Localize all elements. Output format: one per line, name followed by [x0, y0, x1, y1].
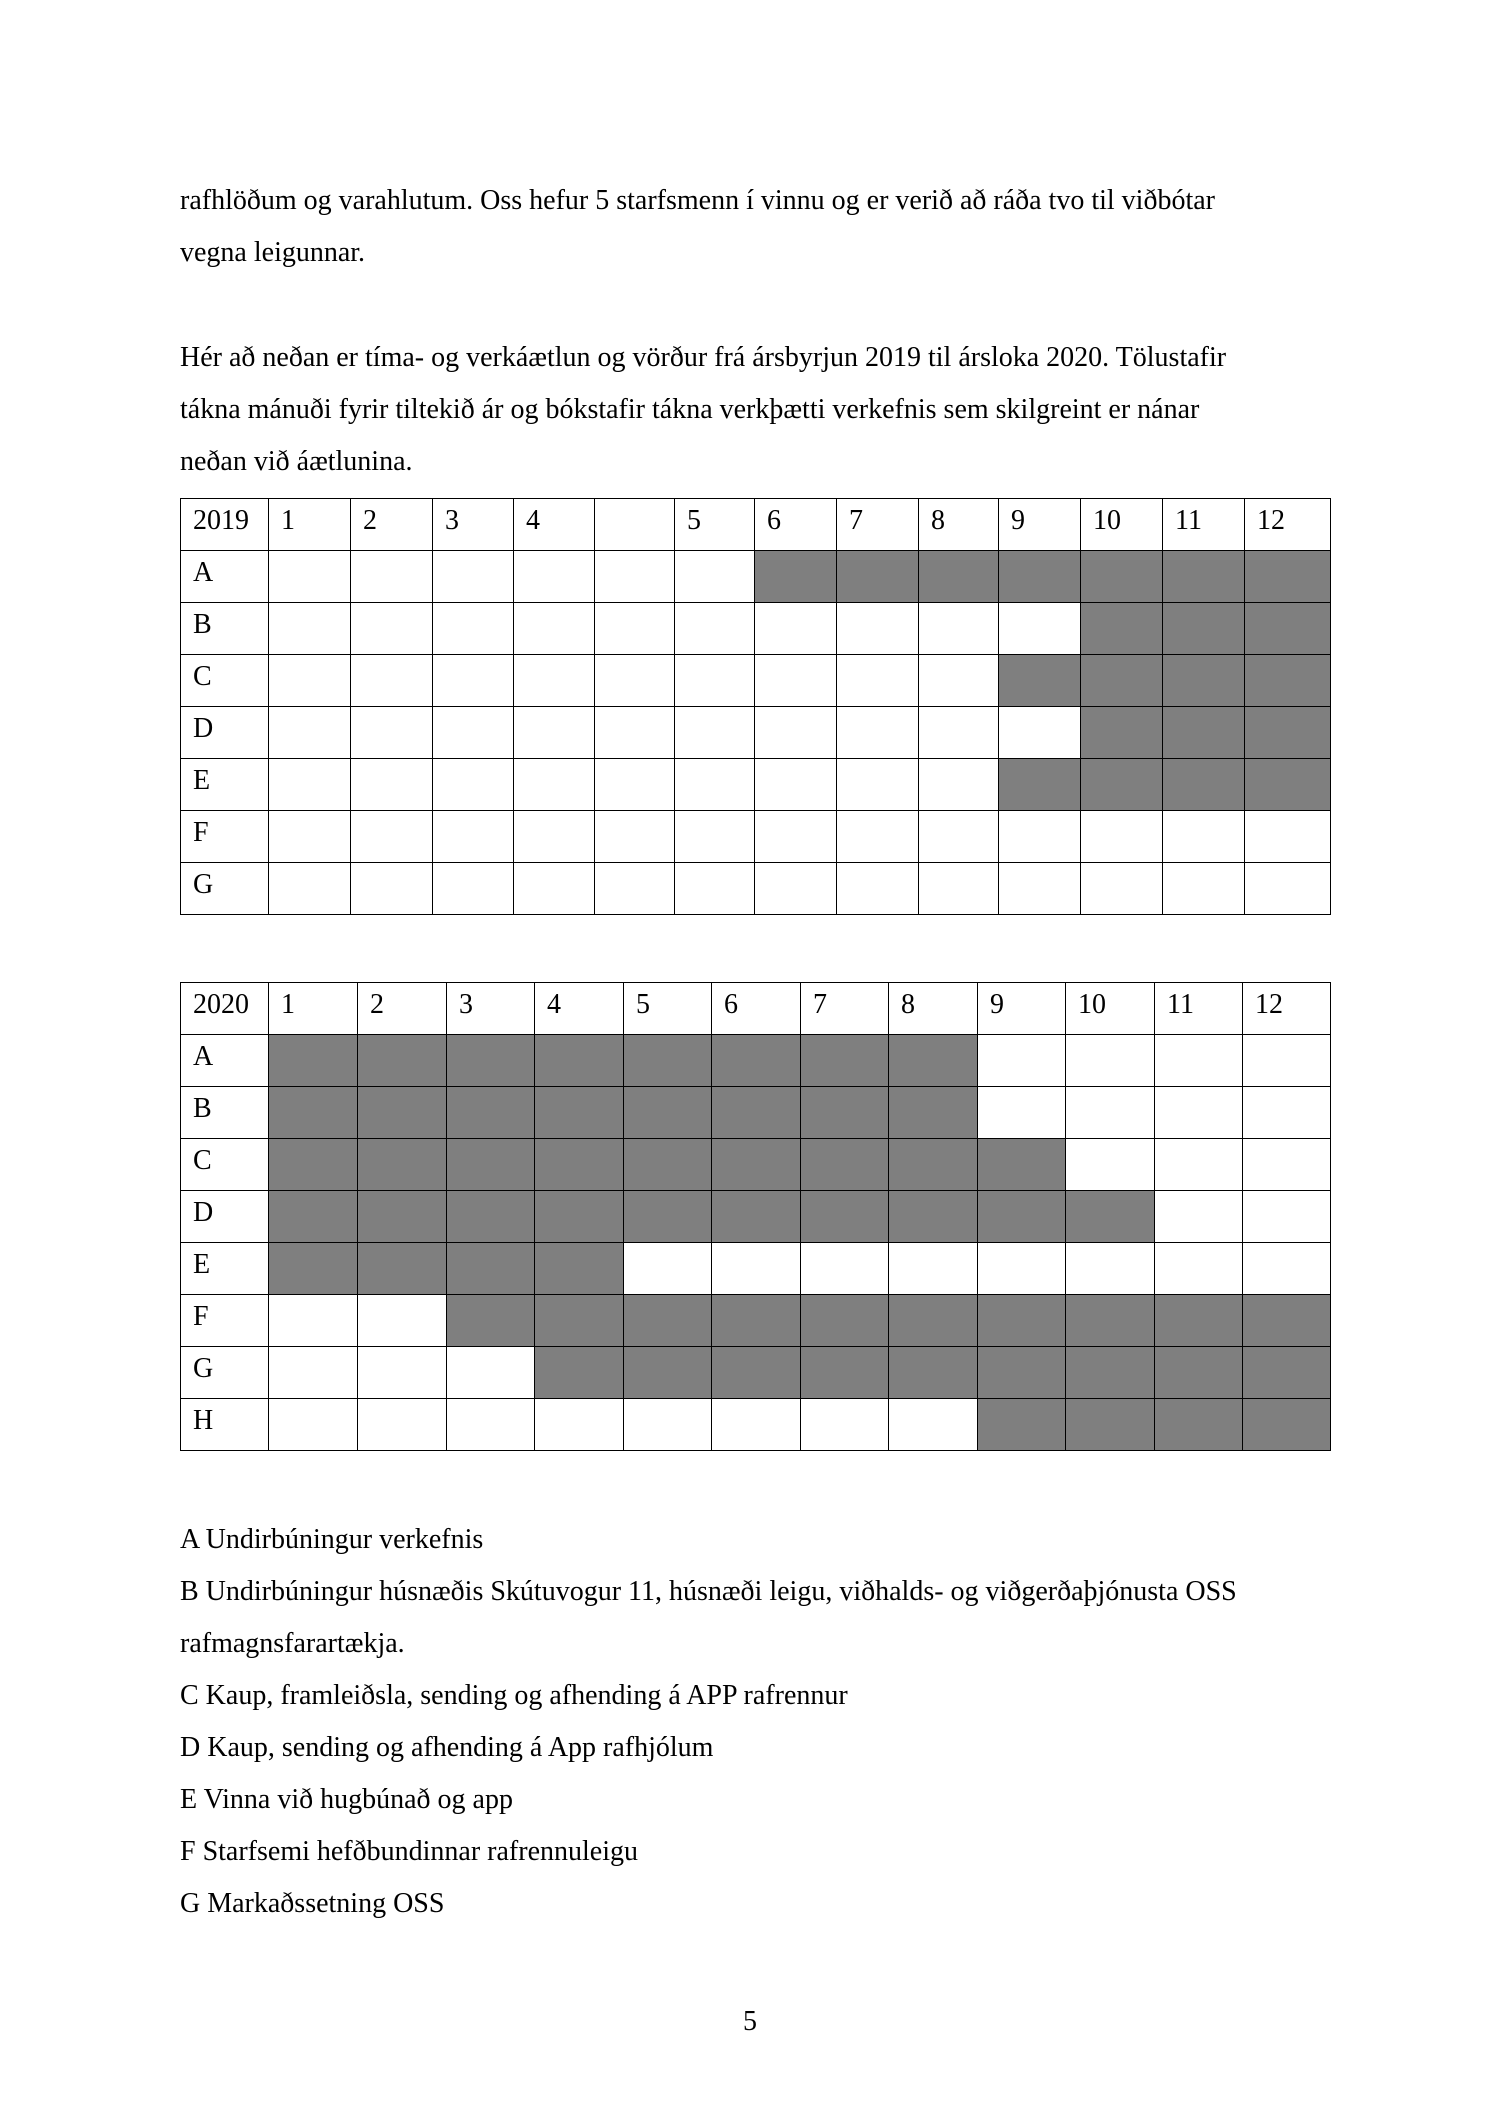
filled-cell	[1245, 603, 1331, 655]
month-header-cell: 12	[1243, 983, 1331, 1035]
empty-cell	[837, 707, 919, 759]
filled-cell	[269, 1087, 358, 1139]
task-row-a	[181, 1035, 1331, 1087]
empty-cell	[514, 603, 595, 655]
filled-cell	[889, 1087, 978, 1139]
empty-cell	[433, 603, 514, 655]
empty-cell	[1155, 1243, 1243, 1295]
task-row-a	[181, 551, 1331, 603]
plan-line-1: Hér að neðan er tíma- og verkáætlun og vörður frá ársbyrjun 2019 til ársloka 2020. Tölustafir	[180, 342, 1227, 373]
filled-cell	[269, 1035, 358, 1087]
filled-cell	[535, 1347, 624, 1399]
filled-cell	[1066, 1295, 1155, 1347]
filled-cell	[1163, 707, 1245, 759]
gantt-table-2020	[180, 982, 1331, 1451]
year-header-cell: 2019	[181, 499, 269, 551]
empty-cell	[269, 1399, 358, 1451]
empty-cell	[919, 863, 999, 915]
filled-cell	[624, 1295, 712, 1347]
filled-cell	[978, 1139, 1066, 1191]
filled-cell	[755, 551, 837, 603]
filled-cell	[535, 1191, 624, 1243]
empty-cell	[919, 811, 999, 863]
filled-cell	[1081, 551, 1163, 603]
filled-cell	[978, 1347, 1066, 1399]
task-row-g	[181, 863, 1331, 915]
filled-cell	[889, 1191, 978, 1243]
filled-cell	[1163, 655, 1245, 707]
empty-cell	[712, 1243, 801, 1295]
empty-cell	[675, 655, 755, 707]
filled-cell	[447, 1191, 535, 1243]
empty-cell	[269, 603, 351, 655]
empty-cell	[889, 1243, 978, 1295]
empty-cell	[978, 1087, 1066, 1139]
task-label-cell: D	[181, 707, 269, 759]
filled-cell	[712, 1035, 801, 1087]
empty-cell	[351, 603, 433, 655]
empty-cell	[1243, 1087, 1331, 1139]
filled-cell	[358, 1191, 447, 1243]
filled-cell	[447, 1035, 535, 1087]
task-label-cell: E	[181, 759, 269, 811]
empty-cell	[433, 811, 514, 863]
filled-cell	[889, 1347, 978, 1399]
filled-cell	[358, 1035, 447, 1087]
month-header-cell: 1	[269, 983, 358, 1035]
empty-cell	[1066, 1243, 1155, 1295]
month-header-cell: 9	[999, 499, 1081, 551]
filled-cell	[999, 551, 1081, 603]
month-header-cell: 5	[675, 499, 755, 551]
filled-cell	[801, 1139, 889, 1191]
filled-cell	[535, 1243, 624, 1295]
filled-cell	[801, 1347, 889, 1399]
filled-cell	[1155, 1347, 1243, 1399]
empty-cell	[999, 811, 1081, 863]
legend-item-c: C Kaup, framleiðsla, sending og afhending á APP rafrennur	[180, 1680, 848, 1711]
empty-cell	[1243, 1243, 1331, 1295]
empty-cell	[889, 1399, 978, 1451]
empty-cell	[999, 863, 1081, 915]
month-header-cell: 5	[624, 983, 712, 1035]
empty-cell	[358, 1347, 447, 1399]
empty-cell	[595, 551, 675, 603]
empty-cell	[433, 707, 514, 759]
filled-cell	[447, 1295, 535, 1347]
filled-cell	[269, 1191, 358, 1243]
filled-cell	[801, 1295, 889, 1347]
empty-cell	[837, 759, 919, 811]
empty-cell	[755, 863, 837, 915]
empty-cell	[978, 1035, 1066, 1087]
filled-cell	[1066, 1191, 1155, 1243]
empty-cell	[351, 551, 433, 603]
plan-line-2: tákna mánuði fyrir tiltekið ár og bókstafir tákna verkþætti verkefnis sem skilgreint er nánar	[180, 394, 1200, 425]
task-label-cell: F	[181, 1295, 269, 1347]
legend-item-f: F Starfsemi hefðbundinnar rafrennuleigu	[180, 1836, 638, 1867]
month-header-cell: 8	[919, 499, 999, 551]
month-header-cell: 1	[269, 499, 351, 551]
filled-cell	[624, 1191, 712, 1243]
empty-cell	[1243, 1139, 1331, 1191]
empty-cell	[351, 655, 433, 707]
filled-cell	[1081, 655, 1163, 707]
empty-cell	[675, 707, 755, 759]
filled-cell	[712, 1295, 801, 1347]
empty-cell	[595, 759, 675, 811]
year-header-cell: 2020	[181, 983, 269, 1035]
empty-cell	[514, 759, 595, 811]
filled-cell	[919, 551, 999, 603]
task-label-cell: G	[181, 1347, 269, 1399]
empty-cell	[514, 707, 595, 759]
task-label-cell: C	[181, 1139, 269, 1191]
filled-cell	[447, 1243, 535, 1295]
filled-cell	[1081, 759, 1163, 811]
task-row-b	[181, 1087, 1331, 1139]
empty-cell	[837, 603, 919, 655]
filled-cell	[801, 1087, 889, 1139]
empty-cell	[269, 811, 351, 863]
month-header-cell: 10	[1066, 983, 1155, 1035]
empty-cell	[595, 603, 675, 655]
task-row-b	[181, 603, 1331, 655]
month-header-cell: 9	[978, 983, 1066, 1035]
task-label-cell: F	[181, 811, 269, 863]
empty-cell	[999, 707, 1081, 759]
task-row-f	[181, 811, 1331, 863]
empty-cell	[269, 1295, 358, 1347]
empty-cell	[433, 551, 514, 603]
filled-cell	[1155, 1295, 1243, 1347]
empty-cell	[1066, 1139, 1155, 1191]
filled-cell	[269, 1243, 358, 1295]
empty-cell	[1243, 1191, 1331, 1243]
month-header-cell: 2	[351, 499, 433, 551]
filled-cell	[1245, 655, 1331, 707]
task-label-cell: A	[181, 551, 269, 603]
empty-cell	[351, 863, 433, 915]
empty-cell	[595, 811, 675, 863]
intro-paragraph	[180, 175, 1330, 279]
empty-cell	[801, 1243, 889, 1295]
empty-cell	[755, 811, 837, 863]
empty-cell	[447, 1399, 535, 1451]
filled-cell	[1155, 1399, 1243, 1451]
filled-cell	[1081, 603, 1163, 655]
empty-cell	[1066, 1035, 1155, 1087]
empty-cell	[919, 707, 999, 759]
empty-cell	[1243, 1035, 1331, 1087]
task-row-c	[181, 655, 1331, 707]
empty-cell	[269, 863, 351, 915]
task-row-f	[181, 1295, 1331, 1347]
filled-cell	[1243, 1399, 1331, 1451]
empty-cell	[1245, 811, 1331, 863]
empty-cell	[1155, 1035, 1243, 1087]
month-header-cell: 3	[433, 499, 514, 551]
empty-cell	[351, 759, 433, 811]
month-header-cell: 7	[801, 983, 889, 1035]
filled-cell	[535, 1139, 624, 1191]
task-legend	[180, 1514, 1340, 1930]
month-header-cell: 4	[514, 499, 595, 551]
empty-cell	[358, 1399, 447, 1451]
empty-cell	[514, 811, 595, 863]
empty-cell	[919, 655, 999, 707]
filled-cell	[535, 1295, 624, 1347]
empty-cell	[675, 551, 755, 603]
empty-cell	[269, 759, 351, 811]
month-header-cell: 11	[1155, 983, 1243, 1035]
filled-cell	[624, 1347, 712, 1399]
filled-cell	[1066, 1347, 1155, 1399]
month-header-cell	[595, 499, 675, 551]
task-label-cell: B	[181, 1087, 269, 1139]
filled-cell	[712, 1191, 801, 1243]
task-row-d	[181, 707, 1331, 759]
task-row-e	[181, 759, 1331, 811]
empty-cell	[624, 1399, 712, 1451]
empty-cell	[595, 863, 675, 915]
empty-cell	[755, 759, 837, 811]
filled-cell	[1066, 1399, 1155, 1451]
empty-cell	[433, 655, 514, 707]
empty-cell	[755, 707, 837, 759]
empty-cell	[514, 863, 595, 915]
empty-cell	[999, 603, 1081, 655]
intro-line-1: rafhlöðum og varahlutum. Oss hefur 5 starfsmenn í vinnu og er verið að ráða tvo til viðbótar	[180, 185, 1215, 216]
empty-cell	[1163, 863, 1245, 915]
task-label-cell: C	[181, 655, 269, 707]
plan-paragraph	[180, 332, 1330, 488]
filled-cell	[1163, 603, 1245, 655]
month-header-cell: 6	[755, 499, 837, 551]
task-row-c	[181, 1139, 1331, 1191]
empty-cell	[433, 759, 514, 811]
legend-item-b-continued: rafmagnsfarartækja.	[180, 1628, 405, 1659]
filled-cell	[1081, 707, 1163, 759]
empty-cell	[351, 707, 433, 759]
empty-cell	[1081, 863, 1163, 915]
task-label-cell: D	[181, 1191, 269, 1243]
task-row-d	[181, 1191, 1331, 1243]
filled-cell	[447, 1139, 535, 1191]
empty-cell	[433, 863, 514, 915]
filled-cell	[999, 759, 1081, 811]
filled-cell	[837, 551, 919, 603]
legend-item-b: B Undirbúningur húsnæðis Skútuvogur 11, húsnæði leigu, viðhalds- og viðgerðaþjónusta OSS	[180, 1576, 1237, 1607]
filled-cell	[712, 1139, 801, 1191]
plan-line-3: neðan við áætlunina.	[180, 446, 413, 477]
empty-cell	[595, 655, 675, 707]
empty-cell	[269, 707, 351, 759]
empty-cell	[1155, 1191, 1243, 1243]
filled-cell	[978, 1399, 1066, 1451]
empty-cell	[358, 1295, 447, 1347]
filled-cell	[624, 1035, 712, 1087]
filled-cell	[889, 1295, 978, 1347]
legend-item-g: G Markaðssetning OSS	[180, 1888, 445, 1919]
filled-cell	[624, 1139, 712, 1191]
empty-cell	[1081, 811, 1163, 863]
page-number: 5	[743, 2006, 757, 2037]
filled-cell	[801, 1035, 889, 1087]
empty-cell	[837, 655, 919, 707]
empty-cell	[919, 759, 999, 811]
filled-cell	[1245, 707, 1331, 759]
month-header-cell: 12	[1245, 499, 1331, 551]
month-header-cell: 2	[358, 983, 447, 1035]
month-header-cell: 4	[535, 983, 624, 1035]
header-row-2020	[181, 983, 1331, 1035]
empty-cell	[1163, 811, 1245, 863]
empty-cell	[1155, 1087, 1243, 1139]
filled-cell	[801, 1191, 889, 1243]
empty-cell	[712, 1399, 801, 1451]
filled-cell	[889, 1035, 978, 1087]
filled-cell	[1245, 759, 1331, 811]
empty-cell	[535, 1399, 624, 1451]
filled-cell	[624, 1087, 712, 1139]
filled-cell	[358, 1243, 447, 1295]
empty-cell	[675, 863, 755, 915]
task-label-cell: A	[181, 1035, 269, 1087]
filled-cell	[712, 1087, 801, 1139]
filled-cell	[1163, 759, 1245, 811]
filled-cell	[978, 1191, 1066, 1243]
empty-cell	[351, 811, 433, 863]
filled-cell	[269, 1139, 358, 1191]
filled-cell	[712, 1347, 801, 1399]
task-row-e	[181, 1243, 1331, 1295]
empty-cell	[595, 707, 675, 759]
task-label-cell: B	[181, 603, 269, 655]
empty-cell	[1155, 1139, 1243, 1191]
month-header-cell: 6	[712, 983, 801, 1035]
intro-line-2: vegna leigunnar.	[180, 237, 366, 268]
empty-cell	[837, 863, 919, 915]
month-header-cell: 11	[1163, 499, 1245, 551]
empty-cell	[1245, 863, 1331, 915]
filled-cell	[535, 1087, 624, 1139]
empty-cell	[514, 655, 595, 707]
gantt-table-2019	[180, 498, 1331, 915]
empty-cell	[978, 1243, 1066, 1295]
legend-item-d: D Kaup, sending og afhending á App rafhjólum	[180, 1732, 714, 1763]
empty-cell	[755, 655, 837, 707]
task-row-g	[181, 1347, 1331, 1399]
task-row-h	[181, 1399, 1331, 1451]
empty-cell	[447, 1347, 535, 1399]
empty-cell	[514, 551, 595, 603]
empty-cell	[624, 1243, 712, 1295]
empty-cell	[269, 1347, 358, 1399]
task-label-cell: H	[181, 1399, 269, 1451]
task-label-cell: E	[181, 1243, 269, 1295]
empty-cell	[269, 655, 351, 707]
filled-cell	[889, 1139, 978, 1191]
legend-item-e: E Vinna við hugbúnað og app	[180, 1784, 513, 1815]
filled-cell	[978, 1295, 1066, 1347]
empty-cell	[801, 1399, 889, 1451]
filled-cell	[999, 655, 1081, 707]
task-label-cell: G	[181, 863, 269, 915]
filled-cell	[358, 1087, 447, 1139]
empty-cell	[755, 603, 837, 655]
empty-cell	[1066, 1087, 1155, 1139]
empty-cell	[919, 603, 999, 655]
month-header-cell: 8	[889, 983, 978, 1035]
empty-cell	[269, 551, 351, 603]
month-header-cell: 3	[447, 983, 535, 1035]
filled-cell	[358, 1139, 447, 1191]
empty-cell	[837, 811, 919, 863]
empty-cell	[675, 811, 755, 863]
filled-cell	[1245, 551, 1331, 603]
empty-cell	[675, 759, 755, 811]
filled-cell	[535, 1035, 624, 1087]
empty-cell	[675, 603, 755, 655]
month-header-cell: 10	[1081, 499, 1163, 551]
legend-item-a: A Undirbúningur verkefnis	[180, 1524, 484, 1555]
header-row-2019	[181, 499, 1331, 551]
filled-cell	[1243, 1295, 1331, 1347]
filled-cell	[1243, 1347, 1331, 1399]
filled-cell	[447, 1087, 535, 1139]
month-header-cell: 7	[837, 499, 919, 551]
filled-cell	[1163, 551, 1245, 603]
